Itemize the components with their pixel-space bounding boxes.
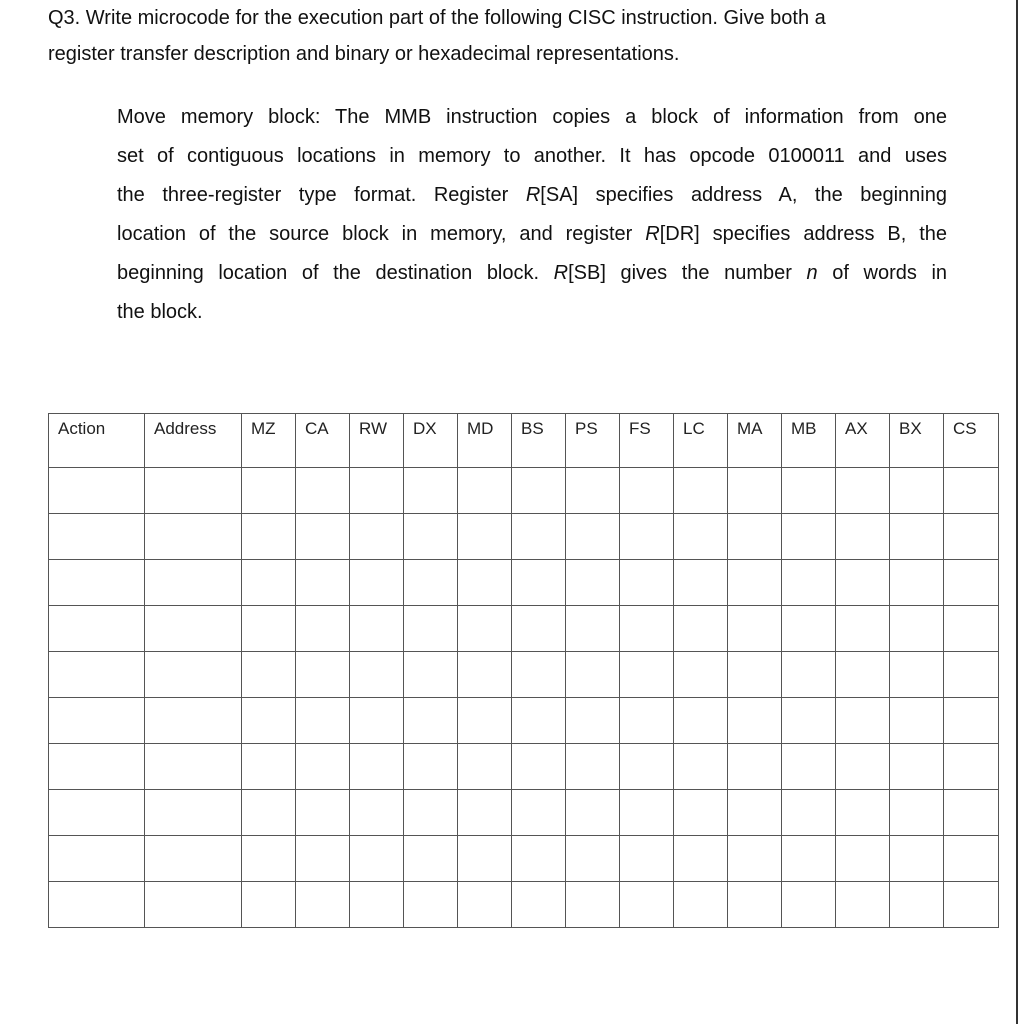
table-cell-lc	[674, 468, 728, 514]
table-cell-action	[49, 790, 145, 836]
table-cell-ps	[566, 836, 620, 882]
table-cell-lc	[674, 514, 728, 560]
table-cell-action	[49, 514, 145, 560]
table-cell-ax	[836, 882, 890, 928]
column-header-ca: CA	[296, 414, 350, 468]
table-cell-rw	[350, 514, 404, 560]
table-cell-cs	[944, 698, 999, 744]
table-cell-bs	[512, 652, 566, 698]
description-line-5-part-e: of words in	[817, 262, 948, 284]
table-cell-dx	[404, 606, 458, 652]
table-cell-action	[49, 606, 145, 652]
table-cell-rw	[350, 790, 404, 836]
table-cell-lc	[674, 606, 728, 652]
table-cell-ma	[728, 606, 782, 652]
description-line-3-text: the three-register type format. Register R[SA] specifies address A, the beginning	[117, 184, 947, 206]
column-header-bx: BX	[890, 414, 944, 468]
table-cell-md	[458, 468, 512, 514]
table-cell-dx	[404, 790, 458, 836]
table-cell-dx	[404, 698, 458, 744]
column-header-rw: RW	[350, 414, 404, 468]
table-cell-lc	[674, 882, 728, 928]
table-cell-mz	[242, 790, 296, 836]
question-line-1: Q3. Write microcode for the execution part of the following CISC instruction. Give both a	[48, 7, 826, 29]
table-cell-mb	[782, 560, 836, 606]
table-cell-address	[145, 652, 242, 698]
column-header-md: MD	[458, 414, 512, 468]
table-cell-ps	[566, 698, 620, 744]
column-header-address: Address	[145, 414, 242, 468]
table-cell-bs	[512, 836, 566, 882]
table-cell-ax	[836, 468, 890, 514]
table-cell-ps	[566, 468, 620, 514]
table-cell-ma	[728, 514, 782, 560]
table-cell-md	[458, 882, 512, 928]
table-cell-bx	[890, 744, 944, 790]
table-cell-dx	[404, 882, 458, 928]
table-cell-cs	[944, 744, 999, 790]
table-cell-action	[49, 468, 145, 514]
table-cell-action	[49, 698, 145, 744]
table-cell-ca	[296, 514, 350, 560]
table-cell-action	[49, 836, 145, 882]
table-cell-dx	[404, 652, 458, 698]
table-cell-lc	[674, 652, 728, 698]
table-row	[49, 560, 999, 606]
table-row	[49, 882, 999, 928]
table-cell-address	[145, 882, 242, 928]
table-cell-ca	[296, 744, 350, 790]
page-right-border	[1016, 0, 1018, 1024]
table-cell-lc	[674, 836, 728, 882]
table-cell-ps	[566, 652, 620, 698]
table-cell-mz	[242, 882, 296, 928]
table-row	[49, 606, 999, 652]
description-line-5-part-a: beginning location of the destination block.	[117, 262, 554, 284]
table-cell-mz	[242, 652, 296, 698]
table-cell-cs	[944, 514, 999, 560]
table-cell-dx	[404, 468, 458, 514]
column-header-cs: CS	[944, 414, 999, 468]
table-row	[49, 744, 999, 790]
table-cell-address	[145, 560, 242, 606]
table-cell-ax	[836, 514, 890, 560]
table-cell-md	[458, 836, 512, 882]
table-cell-lc	[674, 698, 728, 744]
table-cell-address	[145, 744, 242, 790]
table-cell-bs	[512, 882, 566, 928]
table-cell-mb	[782, 790, 836, 836]
table-cell-lc	[674, 790, 728, 836]
table-cell-address	[145, 514, 242, 560]
table-cell-cs	[944, 882, 999, 928]
table-cell-bx	[890, 882, 944, 928]
table-cell-rw	[350, 836, 404, 882]
description-line-4-part-a: location of the source block in memory, and register	[117, 223, 646, 245]
column-header-mb: MB	[782, 414, 836, 468]
table-cell-rw	[350, 882, 404, 928]
table-header-row	[49, 414, 999, 468]
table-cell-action	[49, 652, 145, 698]
table-cell-ps	[566, 514, 620, 560]
table-cell-address	[145, 606, 242, 652]
instruction-description	[117, 98, 947, 332]
table-cell-rw	[350, 652, 404, 698]
description-line-5	[117, 254, 947, 293]
microcode-table	[48, 413, 999, 928]
table-cell-mb	[782, 698, 836, 744]
table-cell-fs	[620, 652, 674, 698]
table-cell-bs	[512, 560, 566, 606]
table-cell-ca	[296, 790, 350, 836]
column-header-ps: PS	[566, 414, 620, 468]
table-cell-address	[145, 698, 242, 744]
table-cell-cs	[944, 560, 999, 606]
column-header-dx: DX	[404, 414, 458, 468]
table-cell-mz	[242, 560, 296, 606]
table-cell-md	[458, 698, 512, 744]
table-cell-ps	[566, 744, 620, 790]
table-cell-fs	[620, 560, 674, 606]
table-cell-dx	[404, 560, 458, 606]
table-cell-fs	[620, 514, 674, 560]
table-cell-ma	[728, 560, 782, 606]
table-cell-ps	[566, 790, 620, 836]
description-line-2: set of contiguous locations in memory to another. It has opcode 0100011 and uses	[117, 145, 947, 167]
table-cell-ax	[836, 744, 890, 790]
table-cell-cs	[944, 790, 999, 836]
register-symbol-r: R	[553, 262, 569, 284]
variable-n: n	[806, 262, 818, 284]
table-cell-ma	[728, 652, 782, 698]
table-cell-rw	[350, 468, 404, 514]
table-cell-mz	[242, 606, 296, 652]
table-cell-md	[458, 606, 512, 652]
table-cell-lc	[674, 744, 728, 790]
column-header-ma: MA	[728, 414, 782, 468]
table-cell-mb	[782, 836, 836, 882]
table-cell-ca	[296, 560, 350, 606]
table-cell-ca	[296, 698, 350, 744]
description-line-5-part-c: [SB] gives the number	[568, 262, 807, 284]
table-cell-bs	[512, 698, 566, 744]
table-cell-ax	[836, 698, 890, 744]
table-row	[49, 790, 999, 836]
table-cell-mb	[782, 468, 836, 514]
table-cell-bx	[890, 652, 944, 698]
table-cell-ca	[296, 652, 350, 698]
table-cell-fs	[620, 882, 674, 928]
register-symbol-r: R	[645, 223, 660, 245]
table-cell-cs	[944, 652, 999, 698]
table-cell-cs	[944, 468, 999, 514]
table-cell-dx	[404, 836, 458, 882]
table-row	[49, 514, 999, 560]
table-cell-md	[458, 790, 512, 836]
description-line-4-part-c: [DR] specifies address B, the	[659, 223, 948, 245]
table-cell-bs	[512, 514, 566, 560]
table-cell-ax	[836, 606, 890, 652]
table-cell-ma	[728, 698, 782, 744]
table-cell-mz	[242, 836, 296, 882]
table-cell-ps	[566, 560, 620, 606]
table-row	[49, 652, 999, 698]
table-cell-ax	[836, 790, 890, 836]
table-cell-fs	[620, 744, 674, 790]
table-cell-mb	[782, 606, 836, 652]
table-cell-bx	[890, 514, 944, 560]
table-cell-mb	[782, 744, 836, 790]
table-cell-ax	[836, 836, 890, 882]
table-cell-ps	[566, 882, 620, 928]
table-cell-fs	[620, 698, 674, 744]
column-header-lc: LC	[674, 414, 728, 468]
table-cell-md	[458, 652, 512, 698]
table-body	[49, 468, 999, 928]
description-line-1: Move memory block: The MMB instruction copies a block of information from one	[117, 106, 947, 128]
table-cell-mz	[242, 744, 296, 790]
table-cell-fs	[620, 790, 674, 836]
table-cell-rw	[350, 698, 404, 744]
table-cell-mb	[782, 652, 836, 698]
table-cell-bs	[512, 468, 566, 514]
table-cell-ca	[296, 468, 350, 514]
table-row	[49, 836, 999, 882]
table-cell-ma	[728, 836, 782, 882]
table-cell-ps	[566, 606, 620, 652]
register-symbol-r: R	[525, 184, 541, 206]
table-cell-rw	[350, 606, 404, 652]
table-cell-ax	[836, 652, 890, 698]
table-cell-action	[49, 882, 145, 928]
table-cell-bx	[890, 560, 944, 606]
table-cell-fs	[620, 836, 674, 882]
table-cell-dx	[404, 514, 458, 560]
description-line-3	[117, 176, 947, 215]
table-cell-mz	[242, 514, 296, 560]
table-cell-bx	[890, 836, 944, 882]
description-line-6: the block.	[117, 301, 203, 323]
table-cell-ca	[296, 606, 350, 652]
table-cell-mz	[242, 698, 296, 744]
table-cell-address	[145, 836, 242, 882]
table-cell-bx	[890, 606, 944, 652]
description-line-4	[117, 215, 947, 254]
table-cell-mb	[782, 882, 836, 928]
table-cell-action	[49, 744, 145, 790]
table-row	[49, 698, 999, 744]
table-cell-rw	[350, 560, 404, 606]
table-cell-bs	[512, 744, 566, 790]
column-header-fs: FS	[620, 414, 674, 468]
table-cell-lc	[674, 560, 728, 606]
column-header-ax: AX	[836, 414, 890, 468]
table-cell-ma	[728, 744, 782, 790]
table-cell-bx	[890, 698, 944, 744]
column-header-bs: BS	[512, 414, 566, 468]
table-cell-md	[458, 744, 512, 790]
table-cell-mz	[242, 468, 296, 514]
table-cell-bx	[890, 468, 944, 514]
table-cell-action	[49, 560, 145, 606]
table-cell-ma	[728, 468, 782, 514]
table-cell-dx	[404, 744, 458, 790]
column-header-action: Action	[49, 414, 145, 468]
question-line-2: register transfer description and binary or hexadecimal representations.	[48, 43, 680, 65]
table-cell-ca	[296, 882, 350, 928]
table-cell-ma	[728, 882, 782, 928]
table-cell-rw	[350, 744, 404, 790]
table-cell-mb	[782, 514, 836, 560]
column-header-mz: MZ	[242, 414, 296, 468]
question-heading	[48, 0, 998, 72]
table-cell-cs	[944, 836, 999, 882]
table-cell-cs	[944, 606, 999, 652]
table-cell-fs	[620, 606, 674, 652]
table-cell-address	[145, 468, 242, 514]
table-cell-fs	[620, 468, 674, 514]
table-cell-md	[458, 514, 512, 560]
table-cell-bs	[512, 606, 566, 652]
table-cell-ca	[296, 836, 350, 882]
table-cell-bs	[512, 790, 566, 836]
table-cell-ax	[836, 560, 890, 606]
table-cell-address	[145, 790, 242, 836]
table-cell-md	[458, 560, 512, 606]
table-row	[49, 468, 999, 514]
table-cell-bx	[890, 790, 944, 836]
table-cell-ma	[728, 790, 782, 836]
